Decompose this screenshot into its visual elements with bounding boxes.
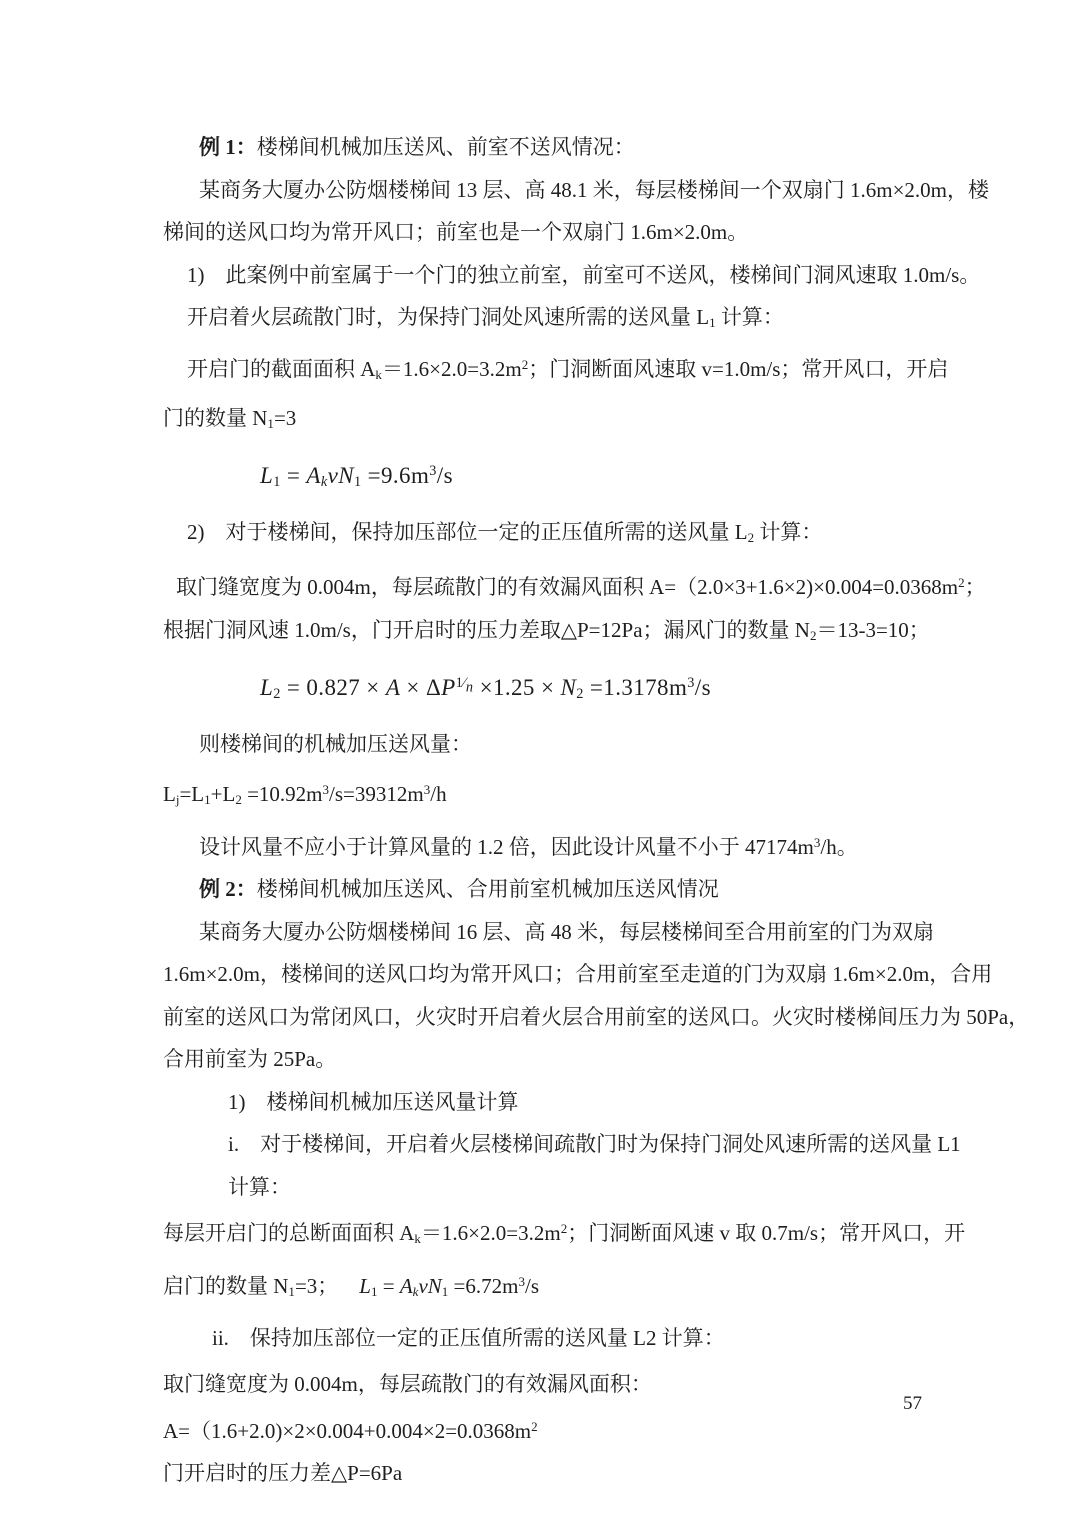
example2-heading: 例 2：楼梯间机械加压送风、合用前室机械加压送风情况	[199, 877, 719, 902]
page-number: 57	[903, 1393, 922, 1414]
ex2-item1-i-line1: i. 对于楼梯间，开启着火层楼梯间疏散门时为保持门洞处风速所需的送风量 L1	[228, 1132, 961, 1157]
example1-heading: 例 1：楼梯间机械加压送风、前室不送风情况：	[199, 135, 635, 159]
ex1-item2-line3: 根据门洞风速 1.0m/s，门开启时的压力差取△P=12Pa；漏风门的数量 N2＝13-3=10；	[163, 617, 930, 643]
ex2-intro-line4: 合用前室为 25Pa。	[163, 1047, 337, 1072]
ex1-item2-line2: 取门缝宽度为 0.004m，每层疏散门的有效漏风面积 $A=(2.0\times 3+1.6\times 2)\times 0.004=0.0368m^2$；	[176, 575, 986, 600]
ex2-intro-line1: 某商务大厦办公防烟楼梯间 16 层、高 48 米，每层楼梯间至合用前室的门为双扇	[199, 919, 934, 944]
ex1-design-flow: 设计风量不应小于计算风量的 1.2 倍，因此设计风量不小于 $47174m^3/h$。	[199, 834, 858, 859]
ex2-item1-ii: ii. 保持加压部位一定的正压值所需的送风量 L2 计算：	[212, 1326, 725, 1351]
ex2-calc-line2: 启门的数量 N1=3； L1 = AkvN1 $=6.72m^3/s$	[163, 1273, 540, 1299]
ex1-item1: 1) 此案例中前室属于一个门的独立前室，前室可不送风，楼梯间门洞风速取 1.0m/s。	[187, 262, 981, 287]
ex1-result-intro: 则楼梯间的机械加压送风量：	[199, 732, 472, 757]
formula-l2: $L2 = 0.827 \times A \times \Delta P^{1⁄}n \times 1.25 \times N2 =1.3178m^3/s$	[260, 674, 711, 703]
ex2-intro-line3: 前室的送风口为常闭风口，火灾时开启着火层合用前室的送风口。火灾时楼梯间压力为 50Pa，	[163, 1004, 1030, 1029]
ex2-item1: 1) 楼梯间机械加压送风量计算	[228, 1089, 519, 1114]
ex1-item1-sub1: 开启着火层疏散门时，为保持门洞处风速所需的送风量 L1 计算：	[187, 305, 784, 330]
ex2-leak-formula: $A=(1.6+2.0)\times 2\times 0.004+0.004\times 2=0.0368m^2$	[163, 1418, 538, 1443]
formula-l1: L1 = AkvN1 $=9.6m^3/s$	[260, 463, 453, 491]
ex2-calc-line1: 每层开启门的总断面面积 $Ak=1.6\times 2.0=3.2m^2$；门洞断面风速 v 取 0.7m/s；常开风口，开	[163, 1221, 966, 1247]
ex1-calc-line2: 门的数量 N1=3	[163, 405, 297, 431]
ex2-intro-line2: 1.6m×2.0m，楼梯间的送风口均为常开风口；合用前室至走道的门为双扇 1.6m×2.0m，合用	[163, 962, 993, 987]
ex1-item2: 2) 对于楼梯间，保持加压部位一定的正压值所需的送风量 L2 计算：	[187, 520, 823, 546]
ex2-leak-intro: 取门缝宽度为 0.004m，每层疏散门的有效漏风面积：	[163, 1372, 652, 1397]
ex2-item1-i-line2: 计算：	[228, 1174, 291, 1199]
ex2-pressure-diff: 门开启时的压力差△P=6Pa	[163, 1461, 403, 1486]
ex1-result-formula: $Lj=L1+L2 =10.92m^3/s=39312m^3/h$	[163, 782, 447, 808]
ex1-intro-line2: 梯间的送风口均为常开风口；前室也是一个双扇门 1.6m×2.0m。	[163, 220, 749, 244]
ex1-intro-line1: 某商务大厦办公防烟楼梯间 13 层、高 48.1 米，每层楼梯间一个双扇门 1.6m×2.0m，楼	[199, 177, 990, 202]
ex1-calc-line1: 开启门的截面面积 $Ak=1.6\times 2.0=3.2m^2$；门洞断面风速取 v=1.0m/s；常开风口，开启	[187, 357, 949, 383]
page-content	[163, 126, 1030, 1495]
